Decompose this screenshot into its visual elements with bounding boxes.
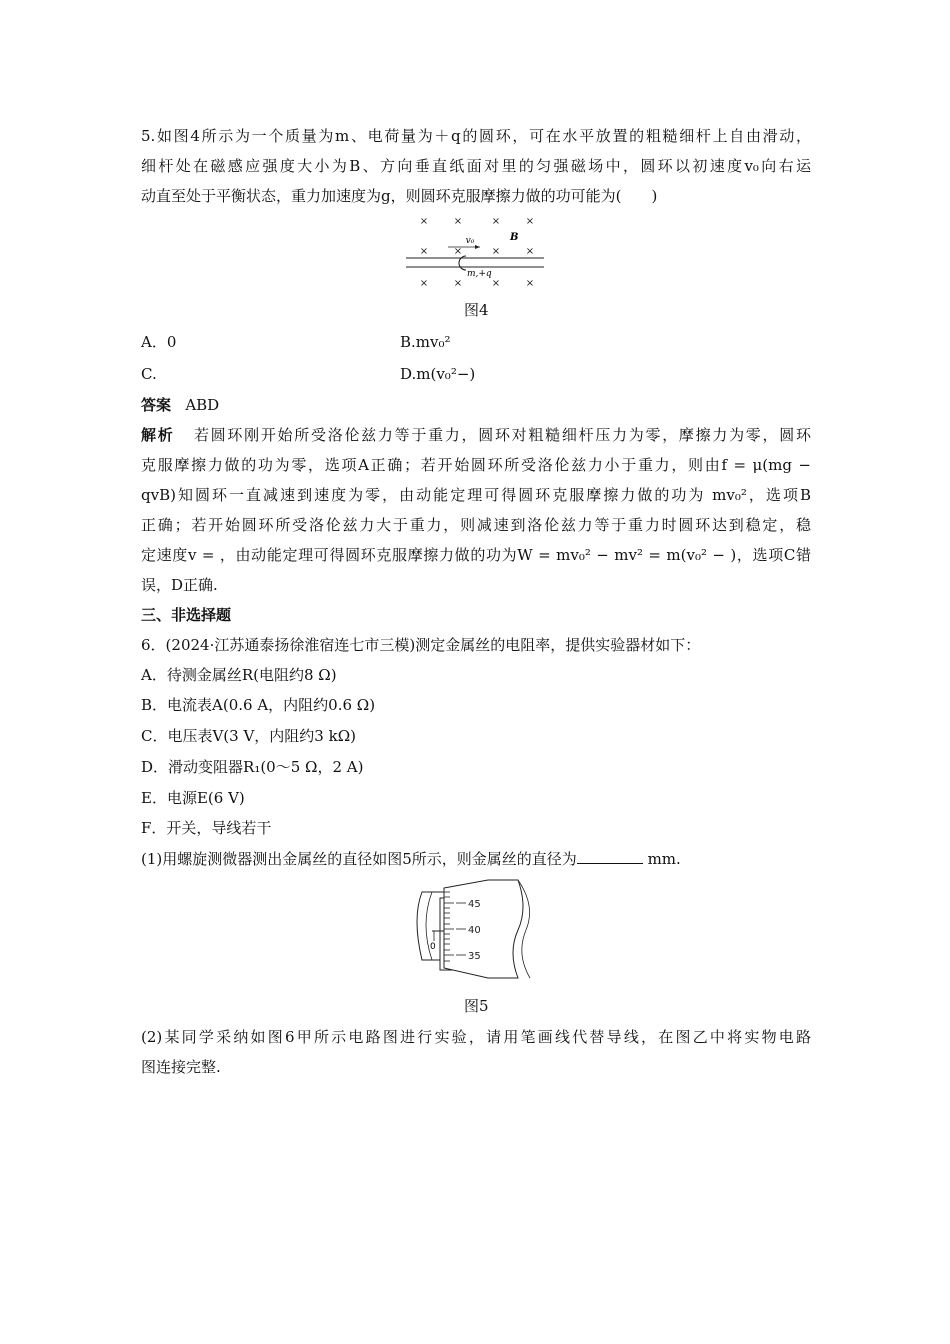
figure-4-caption: 图4 [464,301,489,319]
section-heading: 三、非选择题 [141,606,232,624]
cross-mark: × [491,246,501,257]
answer-value: ABD [185,396,220,414]
q6-part-1: (1)用螺旋测微器测出金属丝的直径如图5所示，则金属丝的直径为 mm. [141,850,681,868]
tick-40: 40 [468,925,481,936]
cross-mark: × [419,278,429,289]
analysis-line-4: 正确；若开始圆环所受洛伦兹力大于重力，则减速到洛伦兹力等于重力时圆环达到稳定，稳 [141,516,811,534]
cross-mark: × [491,278,501,289]
cross-mark: × [525,278,535,289]
cross-mark: × [525,216,535,227]
analysis-line-3: qvB)知圆环一直减速到速度为零，由动能定理可得圆环克服摩擦力做的功为 mv₀²，选项B [141,486,811,504]
cross-mark: × [453,216,463,227]
q5-line-3: 动直至处于平衡状态，重力加速度为g，则圆环克服摩擦力做的功可能为( ) [141,187,658,205]
cross-mark: × [419,216,429,227]
figure-5-caption: 图5 [464,997,489,1015]
analysis-label: 解析 [141,426,175,444]
q5-line-2: 细杆处在磁感应强度大小为B、方向垂直纸面对里的匀强磁场中，圆环以初速度v₀向右运 [141,157,811,175]
arrow-head [475,245,480,249]
b-label: B [510,232,519,243]
q6-item-b: B．电流表A(0.6 A，内阻约0.6 Ω) [141,696,376,714]
answer-row [141,395,219,415]
v0-label: v₀ [465,236,475,246]
q6-item-f: F．开关，导线若干 [141,819,272,837]
q6-item-a: A．待测金属丝R(电阻约8 Ω) [141,666,337,684]
answer-label: 答案 [141,396,172,414]
cross-mark: × [453,246,463,257]
figure-4-magnetic-field [400,210,550,292]
cross-mark: × [525,246,535,257]
q6-stem: 6．(2024·江苏通泰扬徐淮宿连七市三模)测定金属丝的电阻率，提供实验器材如下： [141,636,701,654]
option-b: B.mv₀² [400,333,451,351]
answer-blank [577,849,643,864]
tick-35: 35 [468,951,481,962]
q6-item-d: D．滑动变阻器R₁(0～5 Ω，2 A) [141,758,364,776]
cross-mark: × [453,278,463,289]
analysis-line-2: 克服摩擦力做的功为零，选项A正确；若开始圆环所受洛伦兹力小于重力，则由f = μ(mg − [141,456,811,474]
option-c: C. [141,365,157,383]
figure-5-micrometer [410,878,540,982]
cross-mark: × [491,216,501,227]
cross-mark: × [419,246,429,257]
q5-line-1: 5.如图4所示为一个质量为m、电荷量为＋q的圆环，可在水平放置的粗糙细杆上自由滑动， [141,127,811,145]
option-d: D.m(v₀²−) [400,365,476,383]
tick-45: 45 [468,899,481,910]
analysis-line-5: 定速度v = ，由动能定理可得圆环克服摩擦力做的功为W = mv₀² − mv² = m(v₀² − )，选项C错 [141,546,811,564]
thimble [444,880,523,978]
q6-item-c: C．电压表V(3 V，内阻约3 kΩ) [141,727,356,745]
q6-item-e: E．电源E(6 V) [141,789,245,807]
q6-part-2-line-1: (2)某同学采纳如图6甲所示电路图进行实验，请用笔画线代替导线，在图乙中将实物电路 [141,1028,811,1046]
zero-label: 0 [430,942,436,952]
q6-part-2-line-2: 图连接完整. [141,1058,221,1076]
option-a: A．0 [141,333,177,351]
mq-label: m,+q [467,269,492,279]
analysis-line-1: 解析 若圆环刚开始所受洛伦兹力等于重力，圆环对粗糙细杆压力为零，摩擦力为零，圆环 [141,426,811,444]
analysis-line-6: 误，D正确. [141,576,218,594]
